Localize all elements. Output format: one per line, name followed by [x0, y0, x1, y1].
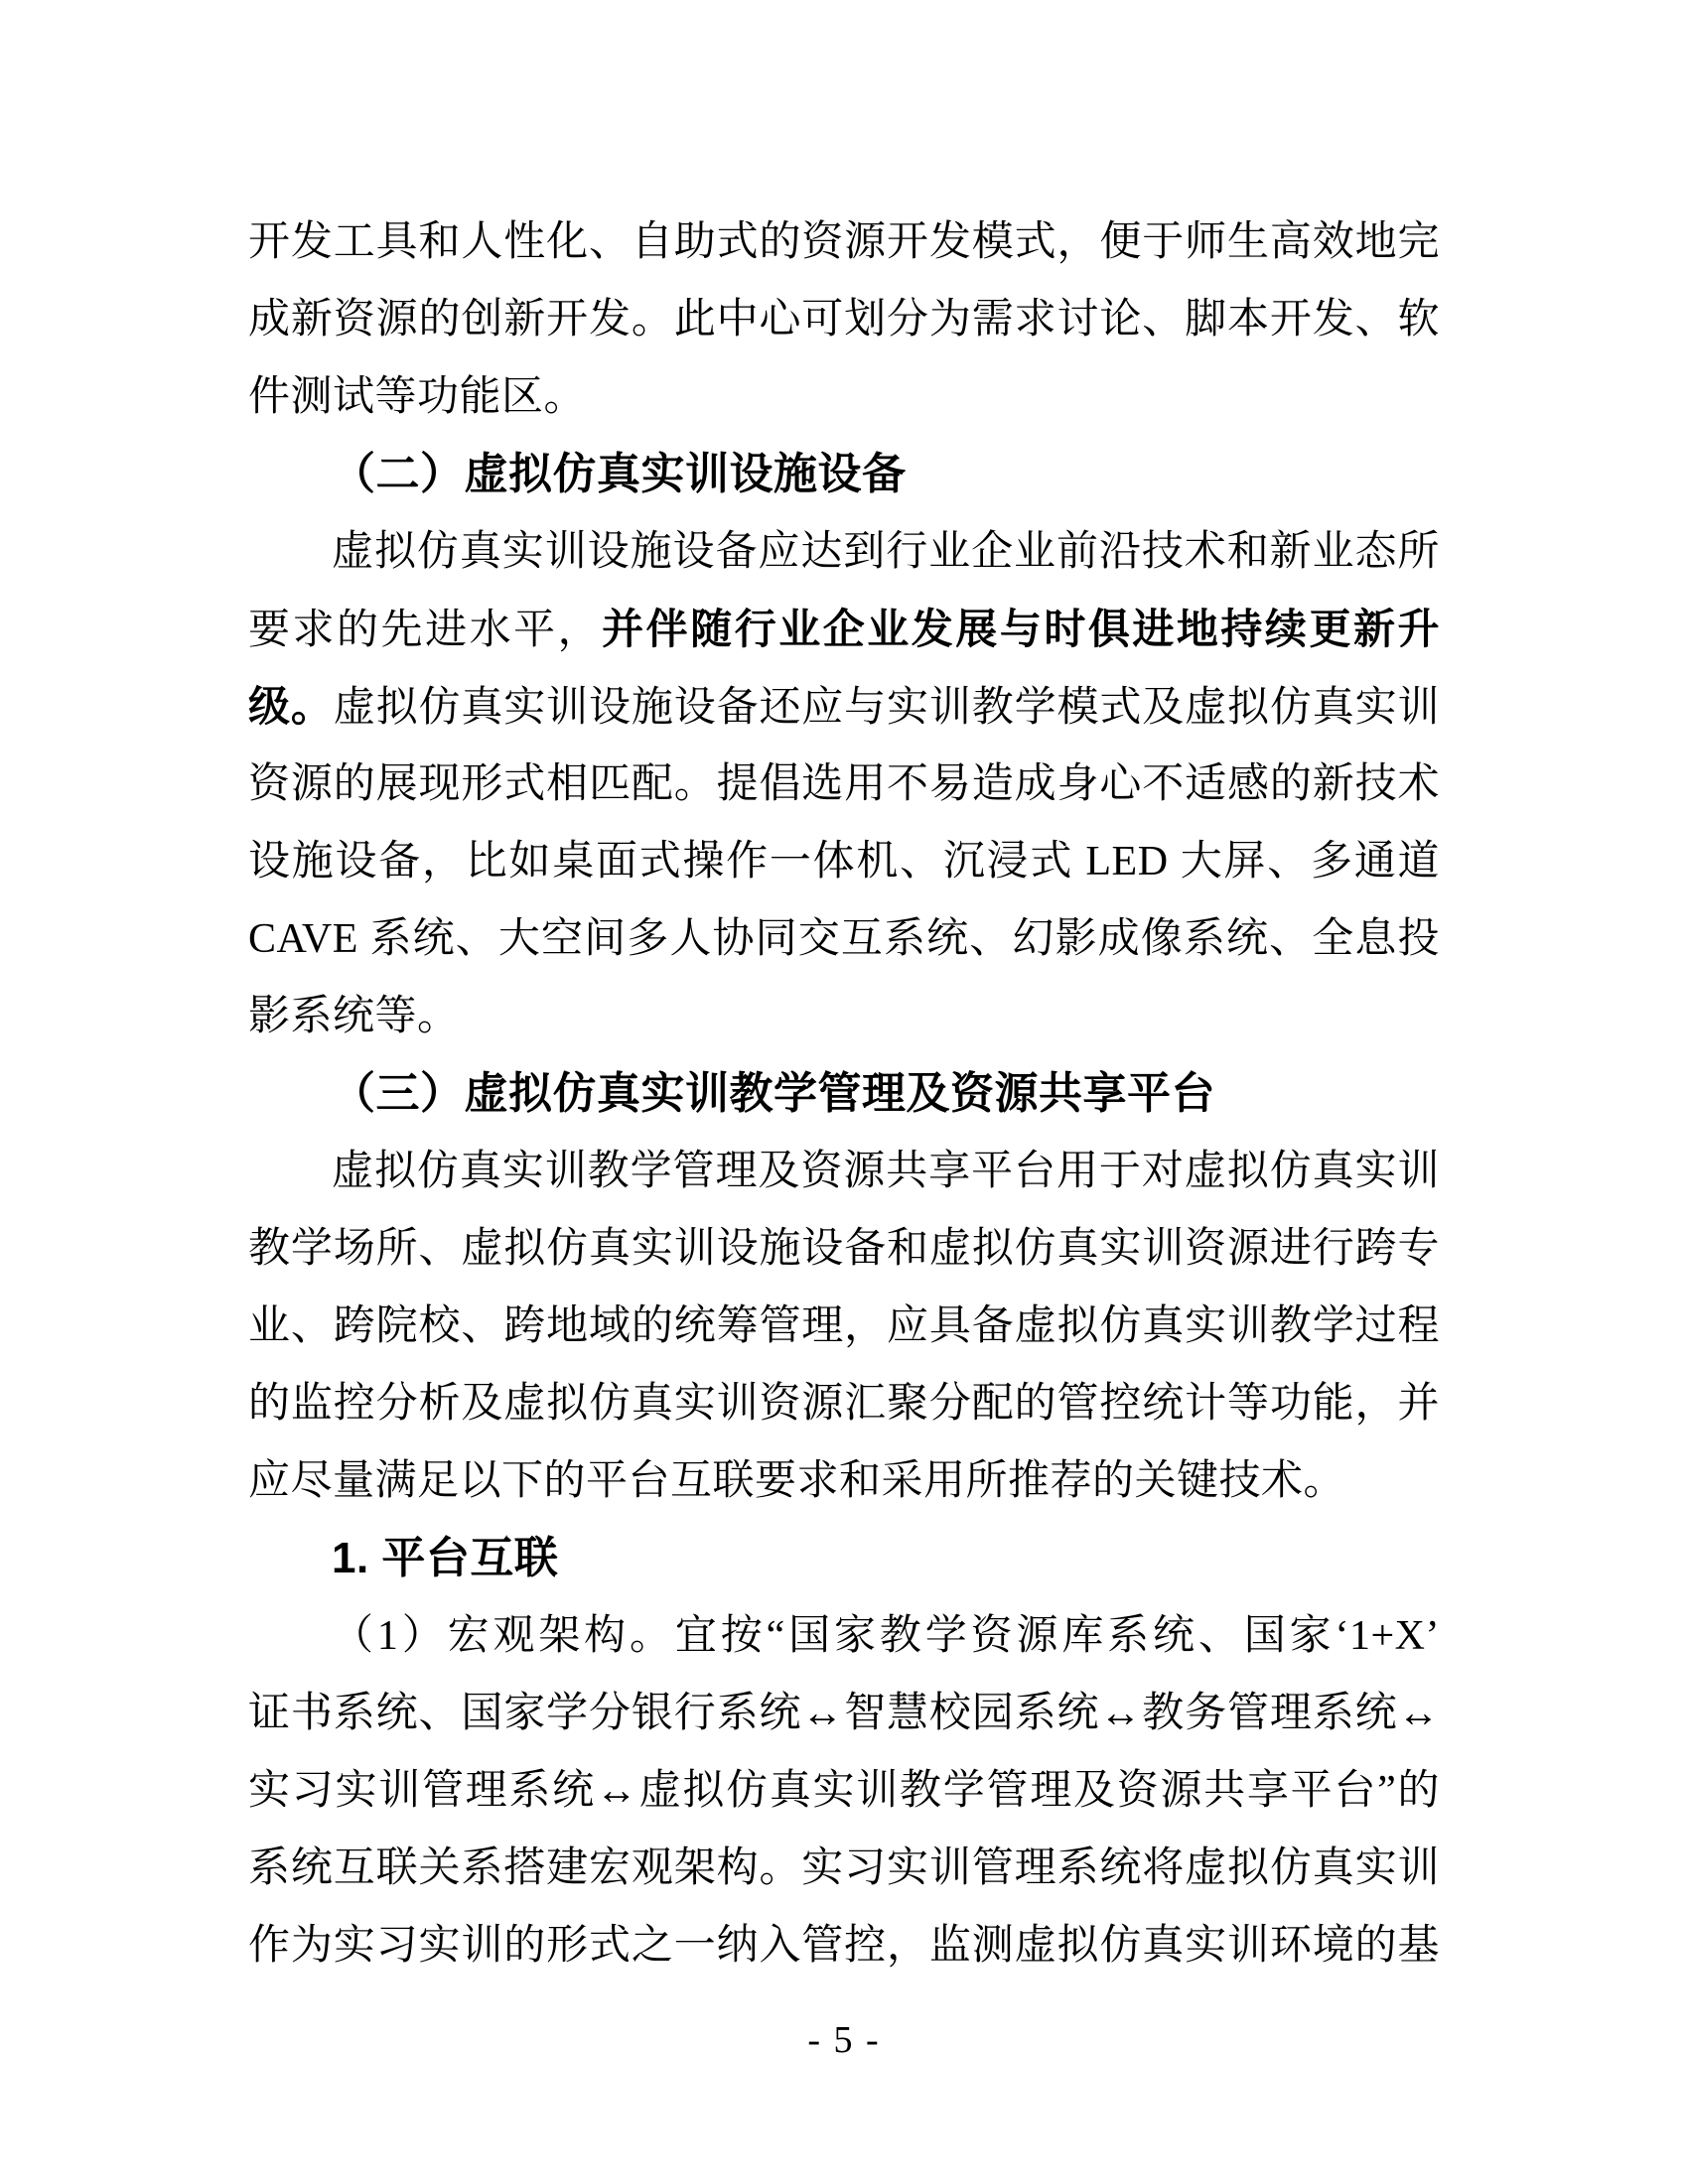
body-line: 虚拟仿真实训设施设备应达到行业企业前沿技术和新业态所: [332, 529, 1440, 575]
body-line: （1）宏观架构。宜按“国家教学资源库系统、国家‘1+X’: [332, 1613, 1440, 1659]
body-line: 件测试等功能区。: [248, 374, 587, 420]
body-line: 资源的展现形式相匹配。提倡选用不易造成身心不适感的新技术: [248, 761, 1440, 807]
body-line: 成新资源的创新开发。此中心可划分为需求讨论、脚本开发、软: [248, 297, 1440, 342]
page-number: - 5 -: [807, 2019, 881, 2061]
body-line: 系统互联关系搭建宏观架构。实习实训管理系统将虚拟仿真实训: [248, 1845, 1440, 1891]
body-line: 影系统等。: [248, 994, 460, 1039]
body-line: [248, 591, 1440, 668]
body-line: 虚拟仿真实训教学管理及资源共享平台用于对虚拟仿真实训: [332, 1149, 1440, 1194]
body-line: 证书系统、国家学分银行系统↔智慧校园系统↔教务管理系统↔: [248, 1691, 1440, 1736]
body-line: CAVE 系统、大空间多人协同交互系统、幻影成像系统、全息投: [248, 916, 1440, 962]
section-heading-3: （三）虚拟仿真实训教学管理及资源共享平台: [332, 1069, 1215, 1118]
body-line: 业、跨院校、跨地域的统筹管理，应具备虚拟仿真实训教学过程: [248, 1303, 1440, 1349]
body-line: 设施设备，比如桌面式操作一体机、沉浸式 LED 大屏、多通道: [248, 839, 1440, 885]
body-line: 实习实训管理系统↔虚拟仿真实训教学管理及资源共享平台”的: [248, 1768, 1440, 1814]
body-run: 虚拟仿真实训设施设备还应与实训教学模式及虚拟仿真实训: [333, 685, 1440, 731]
body-line: 教学场所、虚拟仿真实训设施设备和虚拟仿真实训资源进行跨专: [248, 1226, 1440, 1272]
body-line: 开发工具和人性化、自助式的资源开发模式，便于师生高效地完: [248, 219, 1440, 265]
body-line: 作为实习实训的形式之一纳入管控，监测虚拟仿真实训环境的基: [248, 1923, 1440, 1969]
bold-run: 并伴随行业企业发展与时俱进地持续更新升: [602, 606, 1440, 652]
subsection-heading-platform-interconnect: 1. 平台互联: [332, 1534, 559, 1582]
section-heading-2: （二）虚拟仿真实训设施设备: [332, 450, 907, 498]
body-run: 要求的先进水平，: [248, 608, 603, 653]
body-line: 应尽量满足以下的平台互联要求和采用所推荐的关键技术。: [248, 1458, 1346, 1504]
body-line: 的监控分析及虚拟仿真实训资源汇聚分配的管控统计等功能，并: [248, 1381, 1440, 1427]
text-block: [248, 204, 1440, 1984]
body-line: [248, 668, 1440, 746]
bold-run: 级。: [248, 683, 334, 730]
